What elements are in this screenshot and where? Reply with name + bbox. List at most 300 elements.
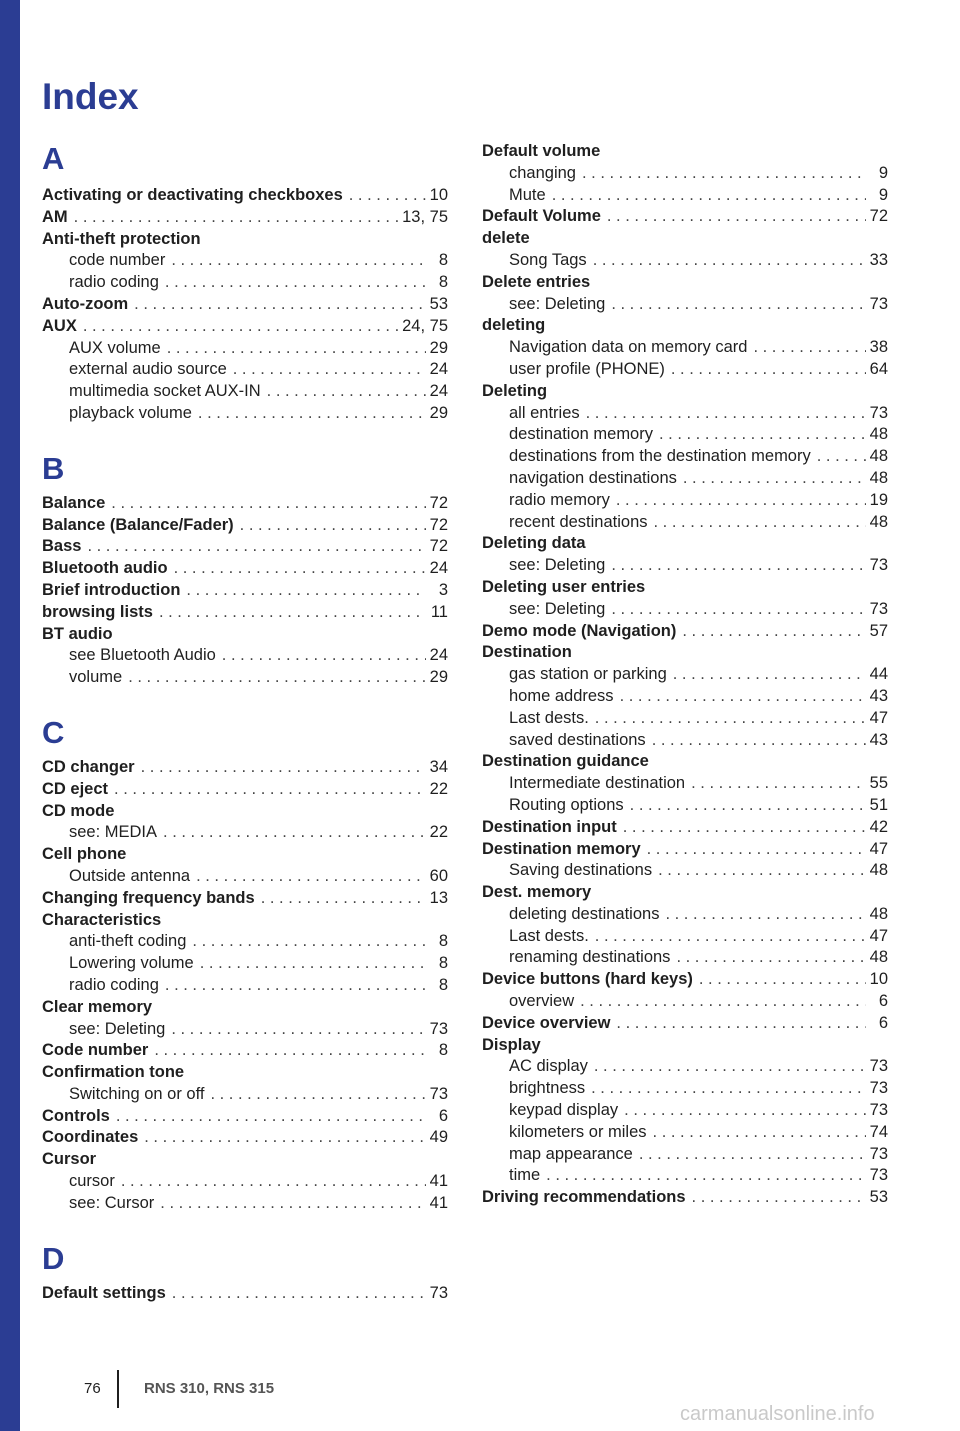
entry-label: overview (509, 992, 575, 1011)
index-entry (482, 1188, 888, 1210)
leader-dots (186, 932, 426, 951)
index-entry (482, 534, 888, 556)
index-entry (42, 404, 448, 426)
index-entry (42, 559, 448, 581)
leader-dots (108, 780, 426, 799)
entry-label: renaming destinations (509, 948, 671, 967)
index-column-left (42, 142, 448, 1305)
entry-page-number: 41 (429, 1172, 448, 1191)
index-entry (42, 339, 448, 361)
entry-label: Destination (482, 643, 572, 662)
entry-page-number: 42 (869, 817, 888, 836)
index-entry (42, 867, 448, 889)
index-entry (482, 818, 888, 840)
index-entry (42, 932, 448, 954)
leader-dots (165, 251, 426, 270)
entry-label: Changing frequency bands (42, 888, 255, 907)
index-entry (42, 625, 448, 647)
entry-label: see: Cursor (69, 1193, 155, 1212)
entry-page-number: 8 (438, 1041, 448, 1060)
entry-label: Coordinates (42, 1128, 139, 1147)
leader-dots (343, 186, 426, 205)
index-entry (42, 360, 448, 382)
index-entry (42, 976, 448, 998)
entry-page-number: 72 (429, 515, 448, 534)
entry-page-number: 73 (869, 294, 888, 313)
entry-page-number: 55 (869, 774, 888, 793)
entry-page-number: 73 (869, 1057, 888, 1076)
entry-label: Code number (42, 1041, 149, 1060)
leader-dots (580, 404, 866, 423)
leader-dots (138, 1128, 426, 1147)
entry-label: all entries (509, 403, 580, 422)
index-entry (482, 861, 888, 883)
entry-label: Default settings (42, 1283, 166, 1302)
entry-page-number: 13 (429, 888, 448, 907)
entry-label: volume (69, 668, 123, 687)
leader-dots (153, 603, 426, 622)
index-entry (42, 889, 448, 911)
entry-label: Bluetooth audio (42, 559, 168, 578)
leader-dots (659, 905, 866, 924)
index-entry (482, 1079, 888, 1101)
entry-page-number: 22 (429, 779, 448, 798)
entry-label: Bass (42, 537, 82, 556)
index-entry (42, 1063, 448, 1085)
entry-page-number: 73 (869, 1101, 888, 1120)
entry-label: Destination input (482, 817, 617, 836)
entry-page-number: 73 (869, 599, 888, 618)
leader-dots (618, 1101, 866, 1120)
index-entry (482, 578, 888, 600)
leader-dots (652, 861, 866, 880)
entry-label: Last dests. (509, 926, 589, 945)
index-entry (482, 447, 888, 469)
entry-page-number: 6 (878, 992, 888, 1011)
entry-label: Saving destinations (509, 861, 653, 880)
index-entry (42, 911, 448, 933)
index-entry (482, 1101, 888, 1123)
index-entry (482, 404, 888, 426)
entry-page-number: 24 (429, 360, 448, 379)
index-entry (482, 556, 888, 578)
entry-label: Driving recommendations (482, 1188, 686, 1207)
entry-label: Default Volume (482, 207, 601, 226)
leader-dots (168, 559, 426, 578)
entry-label: kilometers or miles (509, 1122, 647, 1141)
entry-label: Activating or deactivating checkboxes (42, 186, 343, 204)
index-entry (42, 802, 448, 824)
index-column-right (482, 142, 888, 1210)
entry-label: browsing lists (42, 602, 153, 621)
entry-label: playback volume (69, 403, 192, 422)
index-entry (42, 758, 448, 780)
entry-label: Deleting (482, 381, 548, 400)
entry-label: brightness (509, 1079, 586, 1098)
leader-dots (77, 317, 402, 336)
entry-label: multimedia socket AUX-IN (69, 382, 261, 401)
entry-label: navigation destinations (509, 468, 677, 487)
entry-page-number: 24 (429, 559, 448, 578)
leader-dots (204, 1085, 426, 1104)
index-entry (482, 382, 888, 404)
leader-dots (546, 186, 866, 205)
index-entry (482, 273, 888, 295)
leader-dots (589, 709, 866, 728)
index-entry (482, 1014, 888, 1036)
entry-page-number: 48 (869, 861, 888, 880)
entry-page-number: 73 (869, 1144, 888, 1163)
entry-label: see: Deleting (509, 599, 606, 618)
entry-page-number: 41 (429, 1193, 448, 1212)
entry-label: destination memory (509, 425, 653, 444)
leader-dots (122, 668, 426, 687)
leader-dots (110, 1107, 426, 1126)
entry-label: Navigation data on memory card (509, 338, 748, 357)
entry-page-number: 8 (438, 975, 448, 994)
index-entry (482, 207, 888, 229)
entry-label: BT audio (42, 624, 113, 643)
entry-page-number: 47 (869, 708, 888, 727)
leader-dots (165, 1020, 426, 1039)
entry-page-number: 48 (869, 425, 888, 444)
leader-dots (574, 992, 866, 1011)
entry-label: Demo mode (Navigation) (482, 621, 677, 640)
index-entry (42, 317, 448, 339)
index-entry (42, 295, 448, 317)
index-entry (482, 622, 888, 644)
leader-dots (587, 251, 866, 270)
index-entry (42, 581, 448, 603)
entry-page-number: 3 (438, 580, 448, 599)
entry-label: Characteristics (42, 910, 162, 929)
entry-label: radio coding (69, 273, 159, 292)
index-entry (42, 1194, 448, 1216)
index-entry (42, 998, 448, 1020)
entry-label: Cell phone (42, 845, 127, 864)
entry-page-number: 53 (429, 294, 448, 313)
entry-page-number: 29 (429, 668, 448, 687)
leader-dots (157, 823, 426, 842)
index-entry (482, 774, 888, 796)
entry-label: Lowering volume (69, 954, 194, 973)
index-entry (482, 1057, 888, 1079)
entry-label: see: Deleting (509, 556, 606, 575)
index-entry (482, 338, 888, 360)
leader-dots (115, 1172, 426, 1191)
entry-label: Deleting data (482, 534, 586, 553)
entry-label: Switching on or off (69, 1084, 205, 1103)
entry-label: changing (509, 163, 576, 182)
index-entry (482, 425, 888, 447)
leader-dots (166, 1284, 426, 1303)
leader-dots (601, 207, 866, 226)
entry-page-number: 13, 75 (402, 207, 448, 226)
entry-page-number: 47 (869, 839, 888, 858)
sidebar-accent-bar (0, 0, 20, 1431)
entry-page-number: 24 (429, 646, 448, 665)
entry-label: deleting (482, 316, 546, 335)
entry-page-number: 22 (429, 823, 448, 842)
entry-page-number: 24 (429, 382, 448, 401)
index-entry (482, 840, 888, 862)
index-entry (42, 1020, 448, 1042)
entry-label: Device buttons (hard keys) (482, 970, 693, 989)
entry-page-number: 11 (430, 602, 448, 621)
index-entry (482, 1123, 888, 1145)
leader-dots (255, 889, 426, 908)
index-entry (42, 494, 448, 516)
entry-page-number: 72 (869, 207, 888, 226)
entry-page-number: 6 (438, 1106, 448, 1125)
index-entry (482, 251, 888, 273)
index-entry (42, 1284, 448, 1306)
index-entry (42, 1128, 448, 1150)
entry-label: Brief introduction (42, 580, 181, 599)
leader-dots (646, 731, 866, 750)
index-entry (42, 186, 448, 208)
leader-dots (605, 556, 866, 575)
entry-label: radio memory (509, 490, 610, 509)
entry-label: map appearance (509, 1144, 633, 1163)
entry-label: Destination memory (482, 839, 641, 858)
entry-label: Mute (509, 185, 546, 204)
leader-dots (605, 600, 866, 619)
section-letter: A (42, 141, 65, 176)
leader-dots (605, 295, 866, 314)
entry-page-number: 73 (429, 1019, 448, 1038)
entry-label: CD changer (42, 757, 135, 776)
entry-page-number: 73 (429, 1084, 448, 1103)
entry-label: see: Deleting (69, 1019, 166, 1038)
leader-dots (585, 1079, 866, 1098)
entry-page-number: 73 (869, 1079, 888, 1098)
index-entry (482, 948, 888, 970)
leader-dots (676, 622, 866, 641)
entry-page-number: 49 (429, 1128, 448, 1147)
leader-dots (610, 1014, 866, 1033)
entry-label: external audio source (69, 360, 227, 379)
index-entry (482, 731, 888, 753)
leader-dots (135, 758, 426, 777)
index-entry (482, 186, 888, 208)
entry-label: Delete entries (482, 272, 591, 291)
leader-dots (686, 1188, 866, 1207)
page-number: 76 (84, 1380, 101, 1397)
entry-page-number: 73 (869, 1166, 888, 1185)
entry-label: Cursor (42, 1150, 97, 1169)
entry-label: Destination guidance (482, 752, 649, 771)
entry-label: cursor (69, 1172, 115, 1191)
index-entry (482, 992, 888, 1014)
entry-label: CD mode (42, 801, 115, 820)
leader-dots (677, 469, 866, 488)
leader-dots (614, 687, 866, 706)
entry-page-number: 57 (869, 621, 888, 640)
entry-label: Device overview (482, 1013, 611, 1032)
leader-dots (540, 1166, 866, 1185)
entry-label: Anti-theft protection (42, 229, 201, 248)
index-entry (42, 823, 448, 845)
entry-page-number: 48 (869, 948, 888, 967)
index-entry (482, 970, 888, 992)
index-entry (42, 603, 448, 625)
entry-page-number: 9 (878, 163, 888, 182)
entry-label: radio coding (69, 975, 159, 994)
entry-page-number: 48 (869, 512, 888, 531)
index-entry (42, 382, 448, 404)
index-entry (42, 516, 448, 538)
index-entry (482, 687, 888, 709)
index-entry (482, 229, 888, 251)
leader-dots (161, 339, 426, 358)
leader-dots (811, 447, 866, 466)
leader-dots (227, 360, 426, 379)
index-entry (482, 316, 888, 338)
entry-page-number: 44 (869, 665, 888, 684)
entry-label: Dest. memory (482, 883, 592, 902)
entry-label: Default volume (482, 142, 601, 160)
entry-page-number: 64 (869, 359, 888, 378)
entry-label: user profile (PHONE) (509, 359, 665, 378)
entry-label: home address (509, 686, 614, 705)
watermark: carmanualsonline.info (680, 1403, 875, 1425)
entry-page-number: 72 (429, 493, 448, 512)
index-entry (42, 537, 448, 559)
entry-label: AUX volume (69, 338, 161, 357)
section-letter: B (42, 450, 65, 486)
leader-dots (68, 208, 402, 227)
entry-label: AM (42, 207, 68, 226)
leader-dots (159, 976, 426, 995)
entry-page-number: 8 (438, 932, 448, 951)
index-entry (482, 1145, 888, 1167)
leader-dots (641, 840, 866, 859)
entry-page-number: 51 (869, 795, 888, 814)
leader-dots (588, 1057, 866, 1076)
leader-dots (624, 796, 866, 815)
entry-page-number: 10 (869, 970, 888, 989)
index-entry (482, 360, 888, 382)
leader-dots (633, 1145, 866, 1164)
entry-label: AC display (509, 1057, 588, 1076)
index-entry (42, 1041, 448, 1063)
entry-page-number: 9 (878, 185, 888, 204)
index-entry (42, 780, 448, 802)
leader-dots (159, 273, 426, 292)
entry-label: Last dests. (509, 708, 589, 727)
index-entry (42, 208, 448, 230)
entry-page-number: 8 (438, 954, 448, 973)
entry-label: Balance (Balance/Fader) (42, 515, 234, 534)
entry-label: AUX (42, 316, 77, 335)
entry-page-number: 53 (869, 1188, 888, 1207)
index-entry (42, 251, 448, 273)
entry-label: delete (482, 229, 530, 248)
leader-dots (685, 774, 866, 793)
index-entry (482, 927, 888, 949)
index-entry (482, 164, 888, 186)
leader-dots (234, 516, 426, 535)
entry-label: saved destinations (509, 730, 646, 749)
entry-label: CD eject (42, 779, 109, 798)
index-entry (42, 1172, 448, 1194)
entry-page-number: 10 (429, 186, 448, 204)
index-entry (482, 513, 888, 535)
entry-page-number: 24, 75 (402, 316, 448, 335)
entry-label: Routing options (509, 795, 624, 814)
leader-dots (647, 1123, 866, 1142)
entry-label: Clear memory (42, 997, 153, 1016)
leader-dots (128, 295, 426, 314)
index-entry (482, 709, 888, 731)
entry-page-number: 73 (869, 403, 888, 422)
entry-label: Auto-zoom (42, 294, 129, 313)
page-title: Index (42, 76, 139, 117)
index-entry (42, 1085, 448, 1107)
leader-dots (105, 494, 426, 513)
entry-page-number: 73 (429, 1283, 448, 1302)
entry-label: Controls (42, 1106, 110, 1125)
leader-dots (665, 360, 866, 379)
leader-dots (653, 425, 866, 444)
entry-page-number: 29 (429, 338, 448, 357)
index-entry (482, 469, 888, 491)
entry-page-number: 8 (438, 273, 448, 292)
entry-label: gas station or parking (509, 665, 667, 684)
index-entry (42, 646, 448, 668)
leader-dots (648, 513, 866, 532)
leader-dots (667, 665, 866, 684)
entry-page-number: 47 (869, 926, 888, 945)
leader-dots (81, 537, 426, 556)
index-entry (42, 845, 448, 867)
entry-page-number: 8 (438, 251, 448, 270)
index-entry (482, 1036, 888, 1058)
entry-label: keypad display (509, 1101, 619, 1120)
index-entry (482, 883, 888, 905)
entry-label: Display (482, 1035, 541, 1054)
entry-page-number: 60 (429, 866, 448, 885)
leader-dots (670, 948, 866, 967)
section-letter: D (42, 1240, 65, 1276)
leader-dots (190, 867, 426, 886)
entry-page-number: 72 (429, 537, 448, 556)
index-entry (42, 668, 448, 690)
entry-label: anti-theft coding (69, 932, 187, 951)
entry-page-number: 43 (869, 730, 888, 749)
entry-page-number: 6 (878, 1013, 888, 1032)
entry-page-number: 34 (429, 757, 448, 776)
leader-dots (576, 164, 866, 183)
entry-page-number: 48 (869, 468, 888, 487)
entry-label: time (509, 1166, 541, 1185)
index-entry (42, 230, 448, 252)
leader-dots (192, 404, 426, 423)
index-entry (482, 905, 888, 927)
entry-label: code number (69, 251, 166, 270)
entry-label: Song Tags (509, 250, 587, 269)
entry-label: see Bluetooth Audio (69, 646, 216, 665)
footer-divider (117, 1370, 119, 1408)
footer-model: RNS 310, RNS 315 (144, 1380, 275, 1397)
leader-dots (194, 954, 426, 973)
entry-page-number: 19 (869, 490, 888, 509)
index-entry (482, 600, 888, 622)
entry-page-number: 74 (869, 1122, 888, 1141)
leader-dots (180, 581, 426, 600)
entry-page-number: 48 (869, 904, 888, 923)
